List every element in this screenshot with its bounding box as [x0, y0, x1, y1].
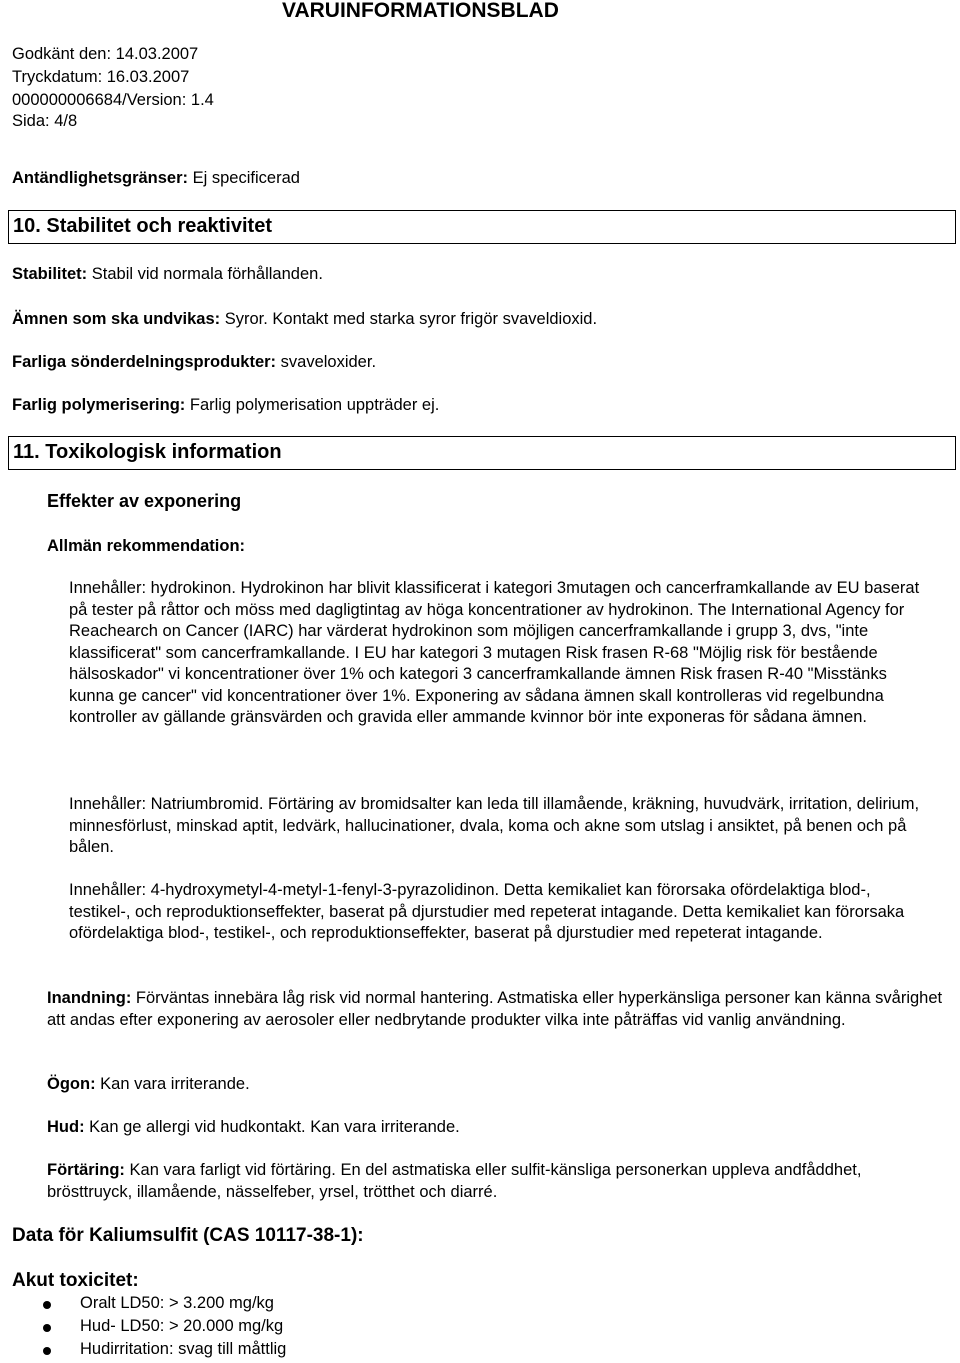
potassium-sulfite-data-heading: Data för Kaliumsulfit (CAS 10117-38-1):	[12, 1225, 364, 1246]
stability-label: Stabilitet:	[12, 265, 88, 283]
eyes-value: Kan vara irriterande.	[100, 1075, 250, 1093]
inhalation-value: Förväntas innebära låg risk vid normal hantering. Astmatiska eller hyperkänsliga personer kan känna svårighet att andas efter exponering av aerosoler eller nedbrytande produkter vilka inte påträffas vid vanlig användning.	[47, 989, 943, 1029]
bullet-icon	[43, 1324, 51, 1332]
section-11-header	[8, 436, 956, 470]
bullet-icon	[43, 1301, 51, 1309]
flammability-value: Ej specificerad	[192, 169, 300, 187]
document-title: VARUINFORMATIONSBLAD	[282, 0, 559, 22]
eyes-label: Ögon:	[47, 1075, 96, 1093]
polymerization-label: Farlig polymerisering:	[12, 396, 186, 414]
approved-date: Godkänt den: 14.03.2007	[12, 45, 199, 63]
decomposition-value: svaveloxider.	[280, 353, 377, 371]
polymerization-row	[12, 396, 439, 415]
inhalation-paragraph	[47, 988, 947, 1031]
sodium-bromide-paragraph: Innehåller: Natriumbromid. Förtäring av bromidsalter kan leda till illamående, kräkning, huvudvärk, irritation, delirium, minnesförlust, minskad aptit, ledvärk, hallucinationer, dvala, koma och akne som utslag i ansiktet, på benen och på bålen.	[69, 795, 920, 856]
ingestion-value: Kan vara farligt vid förtäring. En del astmatiska eller sulfit-känsliga personerkan uppleva andfåddhet, brösttruyck, illamående, nässelfeber, yrsel, trötthet och diarré.	[47, 1161, 862, 1201]
page-number: Sida: 4/8	[12, 112, 78, 130]
inhalation-label: Inandning:	[47, 989, 132, 1007]
version-number: 000000006684/Version: 1.4	[12, 91, 214, 109]
skin-value: Kan ge allergi vid hudkontakt. Kan vara irriterande.	[89, 1118, 460, 1136]
skin-label: Hud:	[47, 1118, 85, 1136]
exposure-effects-heading: Effekter av exponering	[47, 491, 242, 511]
section-10-header	[8, 210, 956, 244]
stability-row	[12, 265, 323, 284]
general-recommendation-heading: Allmän rekommendation:	[47, 537, 246, 555]
hydroquinone-paragraph: Innehåller: hydrokinon. Hydrokinon har blivit klassificerat i kategori 3mutagen och cancerframkallande av EU baserat på tester på råttor och möss med dagligtintag av höga koncentrationer av hydrokinon. The International Agency for Reachearch on Cancer (IARC) har värderat hydrokinon som möjligen cancerframkallande i grupp 3, dvs, "inte klassificerat" som cancerframkallande. I EU har kategori 3 mutagen Risk frasen R-68 "Möjlig risk för bestående hälsoskador" vi koncentrationer över 1% och kategori 3 cancerframkallande ämnen Risk frasen R-40 "Misstänks kunna ge cancer" vid koncentrationer över 1%. Exponering av sådana ämnen skall kontrolleras vid regelbundna kontroller av gällande gränsvärden och gravida eller ammande kvinnor bör inte exponeras för sådana ämnen.	[69, 579, 920, 726]
stability-value: Stabil vid normala förhållanden.	[91, 265, 323, 283]
section-10-title: 10. Stabilitet och reaktivitet	[13, 215, 272, 237]
acute-toxicity-heading: Akut toxicitet:	[12, 1270, 139, 1291]
avoid-value: Syror. Kontakt med starka syror frigör svaveldioxid.	[224, 310, 598, 328]
polymerization-value: Farlig polymerisation uppträder ej.	[189, 396, 440, 414]
pyrazolidinone-paragraph: Innehåller: 4-hydroxymetyl-4-metyl-1-fenyl-3-pyrazolidinon. Detta kemikaliet kan förorsaka ofördelaktiga blod-, testikel-, och reproduktionseffekter, baserat på djurstudier med repeterat intagande. Detta kemikaliet kan förorsaka ofördelaktiga blod-, testikel-, och reproduktionseffekter, baserat på djurstudier med repeterat intagande.	[69, 881, 905, 942]
eyes-paragraph	[47, 1074, 947, 1096]
avoid-label: Ämnen som ska undvikas:	[12, 310, 221, 328]
section-11-title: 11. Toxikologisk information	[13, 441, 282, 463]
decomposition-row	[12, 353, 376, 372]
flammability-label: Antändlighetsgränser:	[12, 169, 189, 187]
ingestion-label: Förtäring:	[47, 1161, 125, 1179]
print-date: Tryckdatum: 16.03.2007	[12, 68, 190, 86]
avoid-row	[12, 310, 597, 329]
skin-paragraph	[47, 1117, 947, 1139]
flammability-limits	[12, 169, 300, 188]
bullet-icon	[43, 1347, 51, 1355]
decomposition-label: Farliga sönderdelningsprodukter:	[12, 353, 277, 371]
ingestion-paragraph	[47, 1160, 947, 1203]
